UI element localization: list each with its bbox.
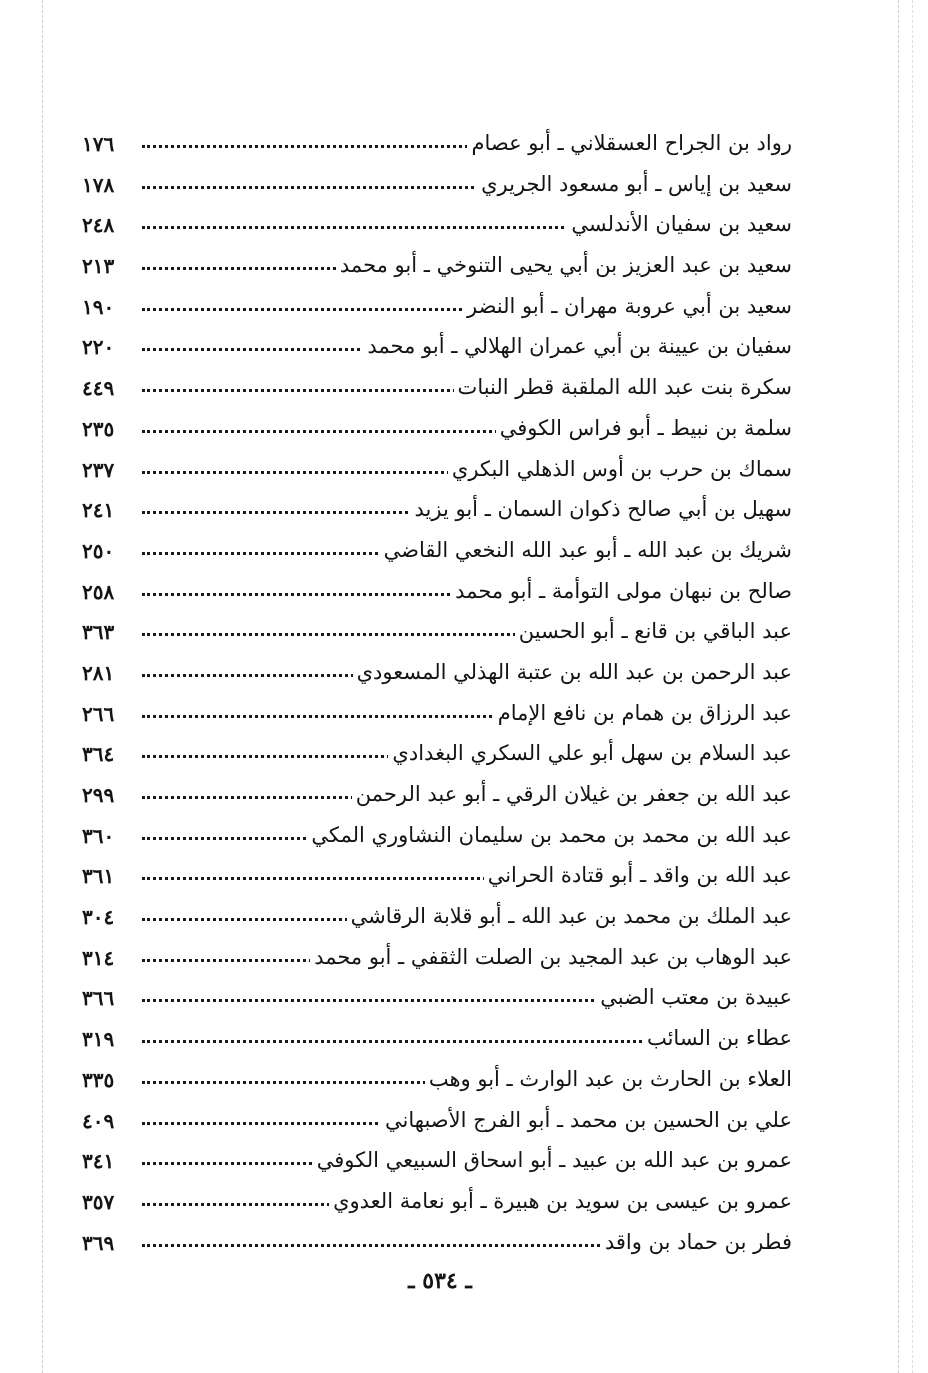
index-entry bbox=[82, 653, 792, 694]
entry-page-number: ٣٤١ bbox=[82, 1149, 115, 1174]
entry-title: عبد الله بن واقد ـ أبو قتادة الحراني bbox=[484, 861, 792, 889]
entry-page-number: ٣٥٧ bbox=[82, 1189, 115, 1214]
index-entry bbox=[82, 327, 792, 368]
entry-title: سعيد بن سفيان الأندلسي bbox=[567, 210, 792, 238]
entry-title: فطر بن حماد بن واقد bbox=[601, 1228, 792, 1256]
entry-page-number: ٤٠٩ bbox=[82, 1108, 115, 1133]
index-entry bbox=[82, 531, 792, 572]
index-entry bbox=[82, 205, 792, 246]
entry-page-number: ٣٦١ bbox=[82, 864, 115, 889]
entry-page-number: ٢٥٠ bbox=[82, 538, 115, 563]
entry-title: رواد بن الجراح العسقلاني ـ أبو عصام bbox=[467, 129, 792, 157]
entry-page-number: ٢٨١ bbox=[82, 660, 115, 685]
entry-title: سهيل بن أبي صالح ذكوان السمان ـ أبو يزيد bbox=[411, 495, 792, 523]
index-entry bbox=[82, 897, 792, 938]
entry-title: سكرة بنت عبد الله الملقبة قطر النبات bbox=[454, 373, 792, 401]
entry-title: سعيد بن عبد العزيز بن أبي يحيى التنوخي ـ أبو محمد bbox=[336, 251, 792, 279]
entry-title: عبد الملك بن محمد بن عبد الله ـ أبو قلابة الرقاشي bbox=[347, 902, 792, 930]
entry-title: العلاء بن الحارث بن عبد الوارث ـ أبو وهب bbox=[425, 1065, 792, 1093]
entry-title: عطاء بن السائب bbox=[643, 1024, 792, 1052]
index-entry bbox=[82, 938, 792, 979]
entry-page-number: ٢٤٨ bbox=[82, 213, 115, 238]
entry-title: عبد الباقي بن قانع ـ أبو الحسين bbox=[515, 617, 792, 645]
index-entry bbox=[82, 287, 792, 328]
entry-page-number: ٣٦٦ bbox=[82, 986, 115, 1011]
index-entry bbox=[82, 450, 792, 491]
index-entry bbox=[82, 1141, 792, 1182]
entry-title: عمرو بن عبد الله بن عبيد ـ أبو اسحاق السبيعي الكوفي bbox=[313, 1146, 792, 1174]
entry-page-number: ٣٦٠ bbox=[82, 823, 115, 848]
entry-page-number: ١٩٠ bbox=[82, 294, 115, 319]
entry-page-number: ١٧٨ bbox=[82, 172, 115, 197]
entry-page-number: ٣١٤ bbox=[82, 945, 115, 970]
entry-title: صالح بن نبهان مولى التوأمة ـ أبو محمد bbox=[451, 577, 792, 605]
entry-page-number: ٢٩٩ bbox=[82, 783, 115, 807]
page-fold-line-left bbox=[42, 0, 43, 1373]
entry-page-number: ٢١٣ bbox=[82, 254, 115, 279]
entry-title: عبد الرزاق بن همام بن نافع الإمام bbox=[494, 699, 792, 727]
index-entry bbox=[82, 1060, 792, 1101]
index-entry bbox=[82, 124, 792, 165]
entry-page-number: ٢٢٠ bbox=[82, 335, 115, 360]
entry-title: شريك بن عبد الله ـ أبو عبد الله النخعي القاضي bbox=[380, 536, 792, 564]
index-entry bbox=[82, 368, 792, 409]
index-entry bbox=[82, 978, 792, 1019]
entry-title: سعيد بن إياس ـ أبو مسعود الجريري bbox=[477, 170, 792, 198]
index-entry bbox=[82, 612, 792, 653]
entry-title: عمرو بن عيسى بن سويد بن هبيرة ـ أبو نعامة العدوي bbox=[329, 1187, 792, 1215]
index-list bbox=[82, 124, 792, 1263]
entry-title: سفيان بن عيينة بن أبي عمران الهلالي ـ أبو محمد bbox=[363, 332, 792, 360]
entry-page-number: ٢٣٥ bbox=[82, 416, 115, 441]
index-entry bbox=[82, 1019, 792, 1060]
entry-page-number: ٣٠٤ bbox=[82, 905, 115, 930]
entry-title: عبد الله بن جعفر بن غيلان الرقي ـ أبو عبد الرحمن bbox=[352, 780, 792, 808]
index-entry bbox=[82, 816, 792, 857]
entry-page-number: ٣٦٩ bbox=[82, 1230, 115, 1255]
entry-page-number: ٢٣٧ bbox=[82, 457, 115, 482]
entry-title: عبد الله بن محمد بن محمد بن سليمان النشاوري المكي bbox=[307, 821, 792, 849]
entry-title: علي بن الحسين بن محمد ـ أبو الفرج الأصبهاني bbox=[381, 1106, 792, 1134]
entry-page-number: ٣٣٥ bbox=[82, 1067, 115, 1092]
entry-page-number: ٢٥٨ bbox=[82, 579, 115, 604]
index-entry bbox=[82, 572, 792, 613]
entry-page-number: ٣٦٣ bbox=[82, 620, 115, 645]
entry-title: عبد السلام بن سهل أبو علي السكري البغدادي bbox=[388, 739, 792, 767]
entry-page-number: ٤٤٩ bbox=[82, 376, 115, 401]
index-entry bbox=[82, 775, 792, 816]
index-entry bbox=[82, 1101, 792, 1142]
entry-title: سماك بن حرب بن أوس الذهلي البكري bbox=[448, 455, 792, 483]
entry-page-number: ٢٤١ bbox=[82, 498, 115, 523]
entry-title: سعيد بن أبي عروبة مهران ـ أبو النضر bbox=[463, 292, 792, 320]
entry-page-number: ١٧٦ bbox=[82, 132, 115, 156]
page-fold-line-right bbox=[898, 0, 899, 1373]
entry-title: عبد الوهاب بن عبد المجيد بن الصلت الثقفي ـ أبو محمد bbox=[310, 943, 792, 971]
index-entry bbox=[82, 856, 792, 897]
page-number: ـ ٥٣٤ ـ bbox=[408, 1268, 472, 1294]
entry-page-number: ٢٦٦ bbox=[82, 701, 115, 726]
entry-page-number: ٣١٩ bbox=[82, 1027, 115, 1052]
index-entry bbox=[82, 1223, 792, 1264]
index-entry bbox=[82, 1182, 792, 1223]
index-entry bbox=[82, 409, 792, 450]
index-entry bbox=[82, 694, 792, 735]
index-entry bbox=[82, 490, 792, 531]
entry-title: عبيدة بن معتب الضبي bbox=[596, 983, 792, 1011]
index-entry bbox=[82, 165, 792, 206]
entry-page-number: ٣٦٤ bbox=[82, 742, 115, 767]
page-fold-line-right-outer bbox=[912, 0, 913, 1373]
index-entry bbox=[82, 246, 792, 287]
entry-title: سلمة بن نبيط ـ أبو فراس الكوفي bbox=[496, 414, 792, 442]
entry-title: عبد الرحمن بن عبد الله بن عتبة الهذلي المسعودي bbox=[353, 658, 792, 686]
index-entry bbox=[82, 734, 792, 775]
